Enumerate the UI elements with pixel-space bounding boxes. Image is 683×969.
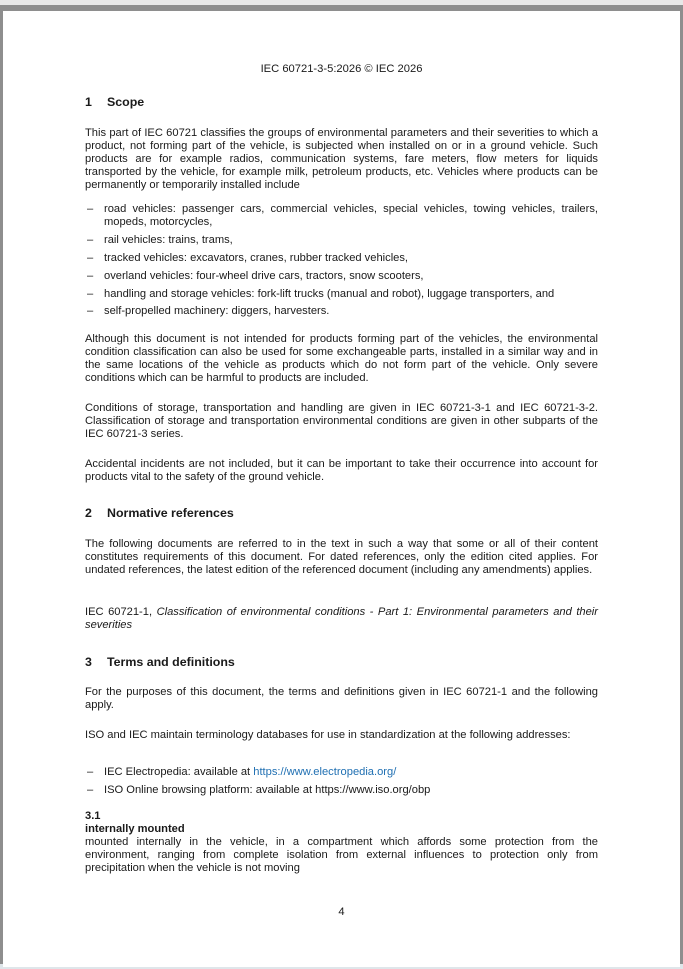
list-item: – ISO Online browsing platform: available at https://www.iso.org/obp <box>87 783 431 796</box>
page-frame <box>0 5 683 964</box>
scope-paragraph-2: Although this document is not intended for products forming part of the vehicles, the environmental condition classification can also be used for some exchangeable parts, installed in a similar way and in the same locations of the vehicle as products which do not form part of the vehicle. Only severe conditions which can be harmful to products are included. <box>85 333 598 384</box>
list-item: – road vehicles: passenger cars, commercial vehicles, special vehicles, towing vehicles, trailers, mopeds, motorcycles, <box>87 203 598 228</box>
scope-paragraph-3: Conditions of storage, transportation and handling are given in IEC 60721-3-1 and IEC 60721-3-2. Classification of storage and transportation environmental conditions are given in other subparts of the IEC 60721-3 series. <box>85 402 598 440</box>
heading-scope <box>85 95 144 109</box>
dash-bullet-icon: – <box>87 766 94 778</box>
list-item: – tracked vehicles: excavators, cranes, rubber tracked vehicles, <box>87 251 409 264</box>
normative-reference-entry <box>85 606 598 632</box>
dash-bullet-icon: – <box>87 233 94 246</box>
heading-number: 2 <box>85 506 92 520</box>
dash-bullet-icon: – <box>87 287 94 300</box>
dash-bullet-icon: – <box>87 203 94 215</box>
dash-bullet-icon: – <box>87 269 94 282</box>
page-number: 4 <box>338 906 345 918</box>
scope-paragraph-4: Accidental incidents are not included, but it can be important to take their occurrence into account for products vital to the safety of the ground vehicle. <box>85 458 598 483</box>
list-item: – rail vehicles: trains, trams, <box>87 233 233 246</box>
reference-title: Classification of environmental conditions - Part 1: Environmental parameters and their severities <box>85 606 598 631</box>
terms-intro-paragraph: For the purposes of this document, the terms and definitions given in IEC 60721-1 and the following apply. <box>85 686 598 711</box>
heading-title: Normative references <box>107 506 234 520</box>
heading-terms-and-definitions <box>85 655 235 669</box>
heading-title: Scope <box>107 95 145 109</box>
list-item: – IEC Electropedia: available at https://www.electropedia.org/ <box>87 766 397 778</box>
scope-intro-paragraph: This part of IEC 60721 classifies the groups of environmental parameters and their severities to which a product, not forming part of the vehicle, is subjected when installed on or in a ground vehicle. Such products are for example radios, communication systems, fare meters, flow meters for liquids transported by the vehicle, for example milk, petroleum products, etc. Vehicles where products can be permanently or temporarily installed include <box>85 127 598 191</box>
term-entry-name: internally mounted <box>85 823 185 835</box>
list-item: – self-propelled machinery: diggers, harvesters. <box>87 305 330 318</box>
term-entry-number: 3.1 <box>85 810 101 822</box>
list-item: – handling and storage vehicles: fork-lift trucks (manual and robot), luggage transporters, and <box>87 287 555 300</box>
electropedia-link[interactable]: https://www.electropedia.org/ <box>253 766 397 778</box>
running-header: IEC 60721-3-5:2026 © IEC 2026 <box>260 63 423 75</box>
dash-bullet-icon: – <box>87 305 94 318</box>
heading-title: Terms and definitions <box>107 655 235 669</box>
heading-normative-references <box>85 506 234 520</box>
dash-bullet-icon: – <box>87 783 94 796</box>
normative-intro-paragraph: The following documents are referred to in the text in such a way that some or all of their content constitutes requirements of this document. For dated references, only the edition cited applies. For undated references, the latest edition of the referenced document (including any amendments) applies. <box>85 538 598 576</box>
document-page <box>3 11 680 967</box>
terms-databases-paragraph: ISO and IEC maintain terminology databases for use in standardization at the following addresses: <box>85 729 571 741</box>
reference-id: IEC 60721-1, <box>85 606 157 618</box>
heading-number: 1 <box>85 95 92 109</box>
list-item: – overland vehicles: four-wheel drive cars, tractors, snow scooters, <box>87 269 424 282</box>
heading-number: 3 <box>85 655 92 669</box>
dash-bullet-icon: – <box>87 251 94 264</box>
terminology-database-list <box>85 766 598 797</box>
vehicle-type-list <box>85 203 598 318</box>
term-entry-definition: mounted internally in the vehicle, in a compartment which affords some protection from the environment, ranging from complete isolation from external influences to protection only from precipitation when the vehicle is not moving <box>85 836 598 874</box>
